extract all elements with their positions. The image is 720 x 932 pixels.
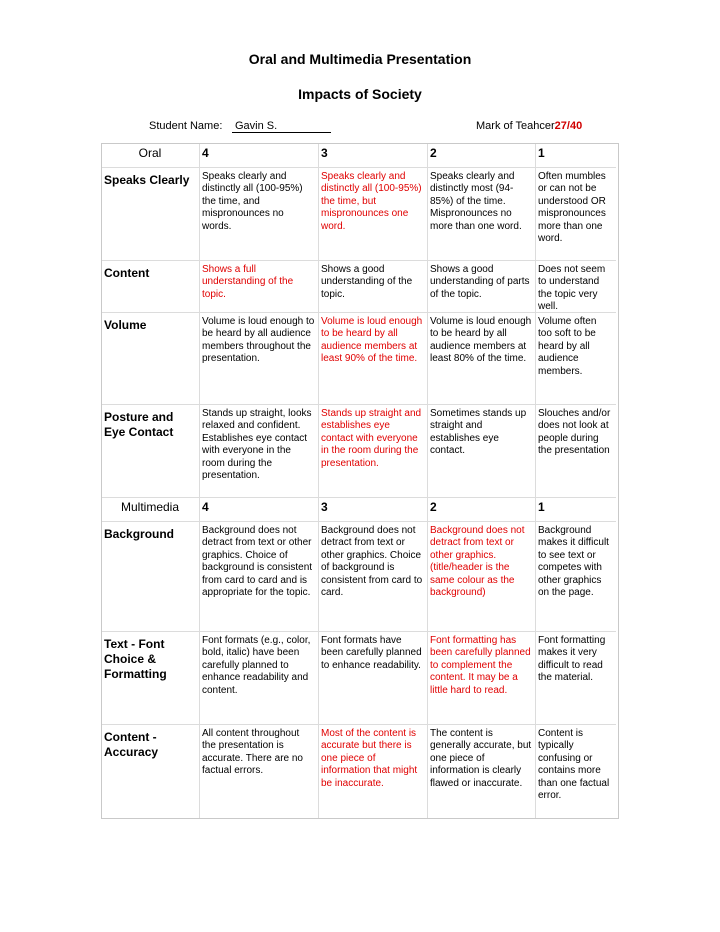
mark-value: 27/40 bbox=[554, 120, 583, 132]
descriptor-cell: Font formatting makes it very difficult to read the material. bbox=[536, 632, 616, 725]
section-name: Multimedia bbox=[102, 498, 200, 522]
score-header: 1 bbox=[536, 144, 616, 168]
criterion-label: Content - Accuracy bbox=[102, 725, 200, 818]
descriptor-cell: Shows a good understanding of the topic. bbox=[319, 261, 428, 313]
descriptor-cell: Background makes it difficult to see text or competes with other graphics on the page. bbox=[536, 522, 616, 632]
descriptor-cell: Font formats (e.g., color, bold, italic) have been carefully planned to enhance readability and content. bbox=[200, 632, 319, 725]
score-header: 3 bbox=[319, 498, 428, 522]
rubric-row bbox=[102, 168, 618, 261]
descriptor-cell-selected: Speaks clearly and distinctly all (100-95%) the time, but mispronounces one word. bbox=[319, 168, 428, 261]
rubric-row bbox=[102, 725, 618, 818]
descriptor-cell-selected: Stands up straight and establishes eye contact with everyone in the room during the presentation. bbox=[319, 405, 428, 498]
criterion-label: Content bbox=[102, 261, 200, 313]
score-header: 1 bbox=[536, 498, 616, 522]
page-subtitle: Impacts of Society bbox=[298, 86, 422, 102]
criterion-label: Text - Font Choice & Formatting bbox=[102, 632, 200, 725]
criterion-label: Volume bbox=[102, 313, 200, 405]
rubric-table bbox=[101, 143, 619, 819]
criterion-label: Speaks Clearly bbox=[102, 168, 200, 261]
rubric-row bbox=[102, 405, 618, 498]
rubric-row bbox=[102, 261, 618, 313]
mark-field bbox=[476, 120, 582, 132]
student-name-label: Student Name: bbox=[149, 120, 223, 132]
descriptor-cell: Often mumbles or can not be understood OR mispronounces more than one word. bbox=[536, 168, 616, 261]
rubric-row bbox=[102, 632, 618, 725]
descriptor-cell-selected: Most of the content is accurate but there is one piece of information that might be inaccurate. bbox=[319, 725, 428, 818]
descriptor-cell-selected: Shows a full understanding of the topic. bbox=[200, 261, 319, 313]
descriptor-cell: Font formats have been carefully planned to enhance readability. bbox=[319, 632, 428, 725]
descriptor-cell: Background does not detract from text or other graphics. Choice of background is consistent from card to card. bbox=[319, 522, 428, 632]
score-header: 4 bbox=[200, 498, 319, 522]
mark-label: Mark of Teahcer bbox=[476, 120, 555, 132]
descriptor-cell: Sometimes stands up straight and establishes eye contact. bbox=[428, 405, 536, 498]
descriptor-cell: Speaks clearly and distinctly all (100-95%) the time, and mispronounces no words. bbox=[200, 168, 319, 261]
descriptor-cell: Speaks clearly and distinctly most (94-85%) of the time. Mispronounces no more than one word. bbox=[428, 168, 536, 261]
descriptor-cell-selected: Background does not detract from text or other graphics. (title/header is the same colour as the background) bbox=[428, 522, 536, 632]
criterion-label: Background bbox=[102, 522, 200, 632]
score-header: 2 bbox=[428, 498, 536, 522]
score-header: 2 bbox=[428, 144, 536, 168]
descriptor-cell: Volume is loud enough to be heard by all audience members at least 80% of the time. bbox=[428, 313, 536, 405]
descriptor-cell: All content throughout the presentation is accurate. There are no factual errors. bbox=[200, 725, 319, 818]
descriptor-cell: Content is typically confusing or contains more than one factual error. bbox=[538, 728, 610, 802]
descriptor-cell-selected: Font formatting has been carefully planned to complement the content. It may be a little hard to read. bbox=[428, 632, 536, 725]
descriptor-cell-selected: Volume is loud enough to be heard by all audience members at least 90% of the time. bbox=[319, 313, 428, 405]
section-name: Oral bbox=[102, 144, 200, 168]
rubric-row bbox=[102, 313, 618, 405]
descriptor-cell: Slouches and/or does not look at people during the presentation bbox=[536, 405, 616, 498]
criterion-label: Posture and Eye Contact bbox=[102, 405, 200, 498]
descriptor-cell: Stands up straight, looks relaxed and confident. Establishes eye contact with everyone in the room during the presentation. bbox=[200, 405, 319, 498]
descriptor-cell: Volume is loud enough to be heard by all audience members throughout the presentation. bbox=[200, 313, 319, 405]
section-header-row bbox=[102, 498, 618, 522]
descriptor-cell: Background does not detract from text or other graphics. Choice of background is consistent from card to card and is appropriate for the topic. bbox=[200, 522, 319, 632]
score-header: 4 bbox=[200, 144, 319, 168]
score-header: 3 bbox=[319, 144, 428, 168]
rubric-row bbox=[102, 522, 618, 632]
student-name-value: Gavin S. bbox=[232, 120, 331, 133]
descriptor-cell: The content is generally accurate, but one piece of information is clearly flawed or inaccurate. bbox=[428, 725, 536, 818]
descriptor-cell: Does not seem to understand the topic very well. bbox=[536, 261, 616, 313]
descriptor-cell: Shows a good understanding of parts of the topic. bbox=[428, 261, 536, 313]
section-header-row bbox=[102, 144, 618, 168]
descriptor-cell: Volume often too soft to be heard by all audience members. bbox=[536, 313, 616, 405]
page-title: Oral and Multimedia Presentation bbox=[248, 51, 472, 67]
